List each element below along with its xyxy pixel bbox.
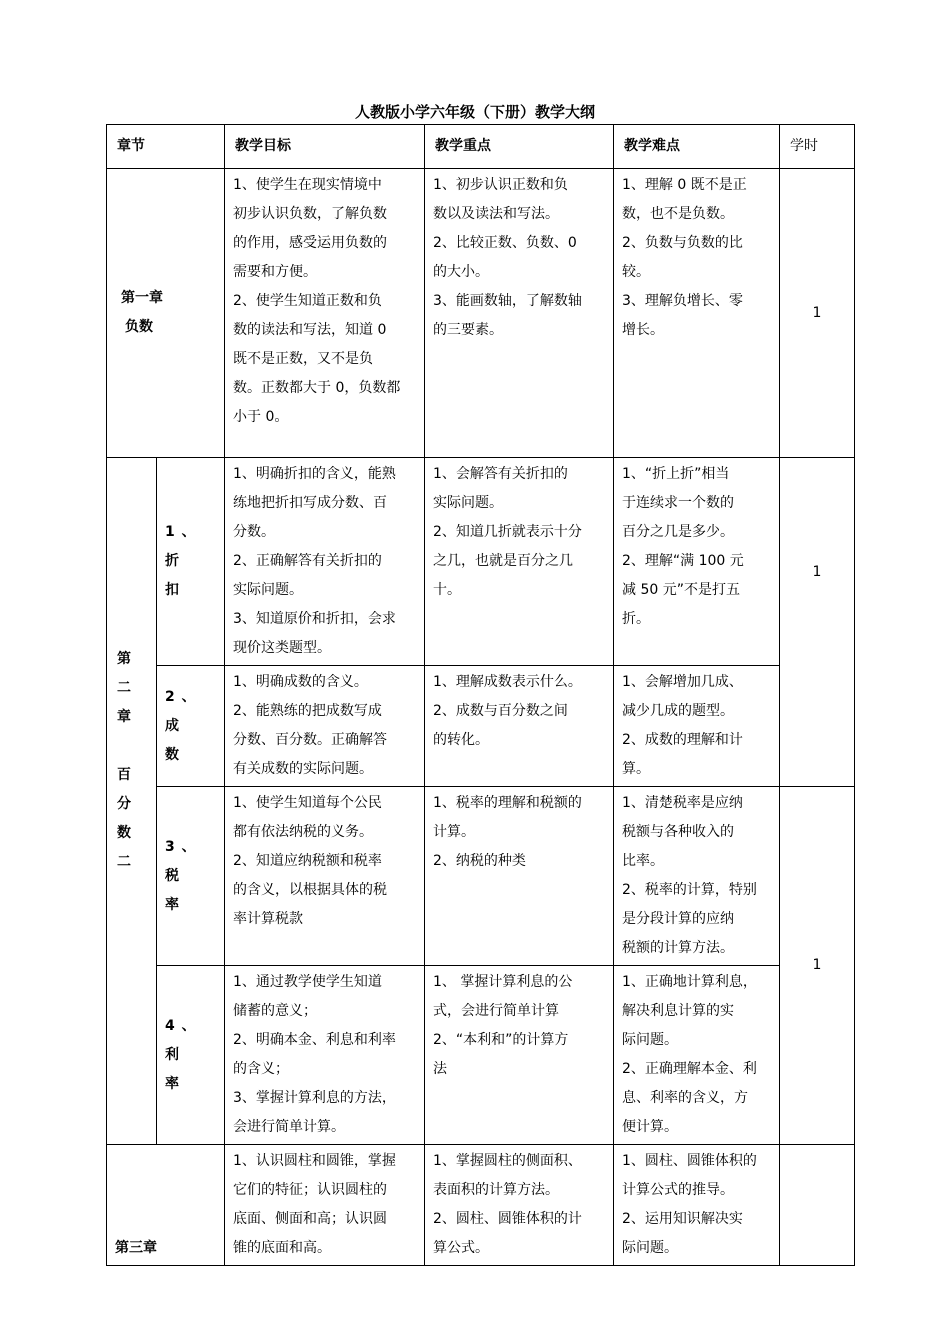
difficulty-line: 2、成数的理解和计 — [622, 732, 743, 748]
section-percent-goals — [225, 666, 425, 787]
chapter-1-name — [107, 169, 225, 458]
focus-line: 十。 — [433, 582, 461, 598]
difficulty-line: 际问题。 — [622, 1032, 678, 1048]
section-tax-interest-hours: 1 — [780, 787, 855, 1145]
chapter-2-char: 章 — [117, 709, 131, 725]
chapter-2-char: 二 — [117, 680, 131, 696]
section-tax-subtitle: 率 — [165, 896, 180, 913]
section-tax-difficulty — [614, 787, 780, 966]
focus-line: 2、比较正数、负数、0 — [433, 235, 577, 251]
goal-line: 2、知道应纳税额和税率 — [233, 853, 382, 869]
difficulty-line: 计算公式的推导。 — [622, 1182, 734, 1198]
goal-line: 1、明确成数的含义。 — [233, 674, 368, 690]
section-percent-focus — [425, 666, 614, 787]
goal-line: 1、通过教学使学生知道 — [233, 974, 382, 990]
difficulty-line: 1、清楚税率是应纳 — [622, 795, 743, 811]
focus-line: 2、圆柱、圆锥体积的计 — [433, 1211, 582, 1227]
goal-line: 既不是正数，又不是负 — [233, 351, 373, 367]
goal-line: 3、知道原价和折扣，会求 — [233, 611, 396, 627]
difficulty-line: 税额与各种收入的 — [622, 824, 734, 840]
goal-line: 2、使学生知道正数和负 — [233, 293, 382, 309]
chapter-2-name — [107, 458, 157, 1145]
goal-line: 储蓄的意义； — [233, 1003, 317, 1019]
section-discount-title: 1 、 折 — [165, 524, 197, 569]
goal-line: 的含义； — [233, 1061, 289, 1077]
difficulty-line: 百分之几是多少。 — [622, 524, 734, 540]
goal-line: 实际问题。 — [233, 582, 303, 598]
goal-line: 底面、侧面和高；认识圆 — [233, 1211, 387, 1227]
chapter-3-goals — [225, 1145, 425, 1266]
goal-line: 1、使学生知道每个公民 — [233, 795, 382, 811]
goal-line: 数。正数都大于 0，负数都 — [233, 380, 401, 396]
focus-line: 1、初步认识正数和负 — [433, 177, 568, 193]
goal-line: 的含义，以根据具体的税 — [233, 882, 387, 898]
chapter-2-section-4-row — [107, 966, 855, 1145]
focus-line: 1、会解答有关折扣的 — [433, 466, 568, 482]
difficulty-line: 1、理解 0 既不是正 — [622, 177, 747, 193]
goal-line: 初步认识负数，了解负数 — [233, 206, 387, 222]
section-interest-name — [157, 966, 225, 1145]
focus-line: 1、税率的理解和税额的 — [433, 795, 582, 811]
section-percent-name — [157, 666, 225, 787]
section-discount-hours: 1 — [780, 458, 855, 787]
focus-line: 法 — [433, 1061, 447, 1077]
difficulty-line: 算。 — [622, 761, 650, 777]
chapter-2-char: 第 — [117, 651, 131, 667]
difficulty-line: 1、正确地计算利息， — [622, 974, 757, 990]
difficulty-line: 2、负数与负数的比 — [622, 235, 743, 251]
chapter-1-subtitle: 负数 — [125, 319, 153, 335]
section-interest-difficulty — [614, 966, 780, 1145]
chapter-2-spacer — [117, 877, 148, 957]
goal-line: 分数。 — [233, 524, 275, 540]
syllabus-table — [106, 124, 855, 1266]
goal-line: 小于 0。 — [233, 409, 289, 425]
chapter-2-char — [117, 732, 148, 761]
header-focus: 教学重点 — [425, 125, 614, 169]
section-tax-focus — [425, 787, 614, 966]
section-discount-goals — [225, 458, 425, 666]
focus-line: 实际问题。 — [433, 495, 503, 511]
goal-line: 2、能熟练的把成数写成 — [233, 703, 382, 719]
focus-line: 数以及读法和写法。 — [433, 206, 559, 222]
focus-line: 的转化。 — [433, 732, 489, 748]
focus-line: 的大小。 — [433, 264, 489, 280]
section-interest-goals — [225, 966, 425, 1145]
chapter-1-difficulty — [614, 169, 780, 458]
section-interest-focus — [425, 966, 614, 1145]
header-difficulty: 教学难点 — [614, 125, 780, 169]
difficulty-line: 数，也不是负数。 — [622, 206, 734, 222]
difficulty-line: 于连续求一个数的 — [622, 495, 734, 511]
goal-line: 2、正确解答有关折扣的 — [233, 553, 382, 569]
chapter-2-section-2-row — [107, 666, 855, 787]
goal-line: 需要和方便。 — [233, 264, 317, 280]
focus-line: 表面积的计算方法。 — [433, 1182, 559, 1198]
section-discount-difficulty — [614, 458, 780, 666]
difficulty-line: 增长。 — [622, 322, 664, 338]
difficulty-line: 税额的计算方法。 — [622, 940, 734, 956]
header-row — [107, 125, 855, 169]
difficulty-line: 1、会解增加几成、 — [622, 674, 743, 690]
chapter-3-hours — [780, 1145, 855, 1266]
header-goals: 教学目标 — [225, 125, 425, 169]
focus-line: 的三要素。 — [433, 322, 503, 338]
section-interest-subtitle: 率 — [165, 1075, 180, 1092]
section-percent-difficulty — [614, 666, 780, 787]
focus-line: 1、掌握圆柱的侧面积、 — [433, 1153, 582, 1169]
section-percent-subtitle: 数 — [165, 746, 180, 763]
chapter-2-section-3-row — [107, 787, 855, 966]
focus-line: 计算。 — [433, 824, 475, 840]
section-interest-title: 4 、 利 — [165, 1017, 197, 1063]
focus-line: 1、 掌握计算利息的公 — [433, 974, 573, 990]
difficulty-line: 1、“折上折”相当 — [622, 466, 730, 482]
difficulty-line: 折。 — [622, 611, 650, 627]
section-discount-subtitle: 扣 — [165, 582, 180, 598]
chapter-3-row — [107, 1145, 855, 1266]
chapter-1-focus — [425, 169, 614, 458]
section-percent-title: 2 、 成 — [165, 688, 197, 734]
section-tax-goals — [225, 787, 425, 966]
chapter-2-char: 二 — [117, 854, 131, 870]
chapter-1-row — [107, 169, 855, 458]
difficulty-line: 解决利息计算的实 — [622, 1003, 734, 1019]
goal-line: 率计算税款 — [233, 911, 303, 927]
focus-line: 2、“本利和”的计算方 — [433, 1032, 569, 1048]
header-chapter: 章节 — [107, 125, 225, 169]
focus-line: 算公式。 — [433, 1240, 489, 1256]
difficulty-line: 3、理解负增长、零 — [622, 293, 743, 309]
section-discount-focus — [425, 458, 614, 666]
focus-line: 2、知道几折就表示十分 — [433, 524, 582, 540]
goal-line: 分数、百分数。正确解答 — [233, 732, 387, 748]
difficulty-line: 2、运用知识解决实 — [622, 1211, 743, 1227]
goal-line: 数的读法和写法，知道 0 — [233, 322, 387, 338]
difficulty-line: 2、正确理解本金、利 — [622, 1061, 757, 1077]
section-tax-title: 3 、 税 — [165, 838, 197, 884]
difficulty-line: 2、税率的计算，特别 — [622, 882, 757, 898]
goal-line: 1、明确折扣的含义，能熟 — [233, 466, 396, 482]
difficulty-line: 2、理解“满 100 元 — [622, 553, 744, 569]
goal-line: 1、使学生在现实情境中 — [233, 177, 382, 193]
chapter-3-name: 第三章 — [107, 1145, 225, 1266]
section-discount-name — [157, 458, 225, 666]
chapter-1-hours: 1 — [780, 169, 855, 458]
goal-line: 2、明确本金、利息和利率 — [233, 1032, 396, 1048]
goal-line: 现价这类题型。 — [233, 640, 331, 656]
section-tax-name — [157, 787, 225, 966]
goal-line: 3、掌握计算利息的方法， — [233, 1090, 396, 1106]
chapter-2-char: 分 — [117, 796, 131, 812]
goal-line: 有关成数的实际问题。 — [233, 761, 373, 777]
difficulty-line: 减 50 元”不是打五 — [622, 582, 740, 598]
goal-line: 锥的底面和高。 — [233, 1240, 331, 1256]
difficulty-line: 1、圆柱、圆锥体积的 — [622, 1153, 757, 1169]
focus-line: 3、能画数轴，了解数轴 — [433, 293, 582, 309]
difficulty-line: 是分段计算的应纳 — [622, 911, 734, 927]
difficulty-line: 较。 — [622, 264, 650, 280]
difficulty-line: 息、利率的含义，方 — [622, 1090, 748, 1106]
difficulty-line: 便计算。 — [622, 1119, 678, 1135]
goal-line: 会进行简单计算。 — [233, 1119, 345, 1135]
chapter-3-difficulty — [614, 1145, 780, 1266]
chapter-3-focus — [425, 1145, 614, 1266]
chapter-2-char: 数 — [117, 825, 131, 841]
chapter-2-section-1-row — [107, 458, 855, 666]
goal-line: 它们的特征；认识圆柱的 — [233, 1182, 387, 1198]
focus-line: 1、理解成数表示什么。 — [433, 674, 582, 690]
goal-line: 练地把折扣写成分数、百 — [233, 495, 387, 511]
focus-line: 之几，也就是百分之几 — [433, 553, 573, 569]
page-title: 人教版小学六年级（下册）教学大纲 — [354, 103, 595, 121]
focus-line: 式，会进行简单计算 — [433, 1003, 559, 1019]
difficulty-line: 比率。 — [622, 853, 664, 869]
focus-line: 2、纳税的种类 — [433, 853, 526, 869]
chapter-1-title: 第一章 — [121, 290, 163, 306]
goal-line: 1、认识圆柱和圆锥，掌握 — [233, 1153, 396, 1169]
header-hours: 学时 — [780, 125, 855, 169]
difficulty-line: 减少几成的题型。 — [622, 703, 734, 719]
goal-line: 都有依法纳税的义务。 — [233, 824, 373, 840]
chapter-1-goals — [225, 169, 425, 458]
difficulty-line: 际问题。 — [622, 1240, 678, 1256]
focus-line: 2、成数与百分数之间 — [433, 703, 568, 719]
goal-line: 的作用，感受运用负数的 — [233, 235, 387, 251]
chapter-2-char: 百 — [117, 767, 131, 783]
